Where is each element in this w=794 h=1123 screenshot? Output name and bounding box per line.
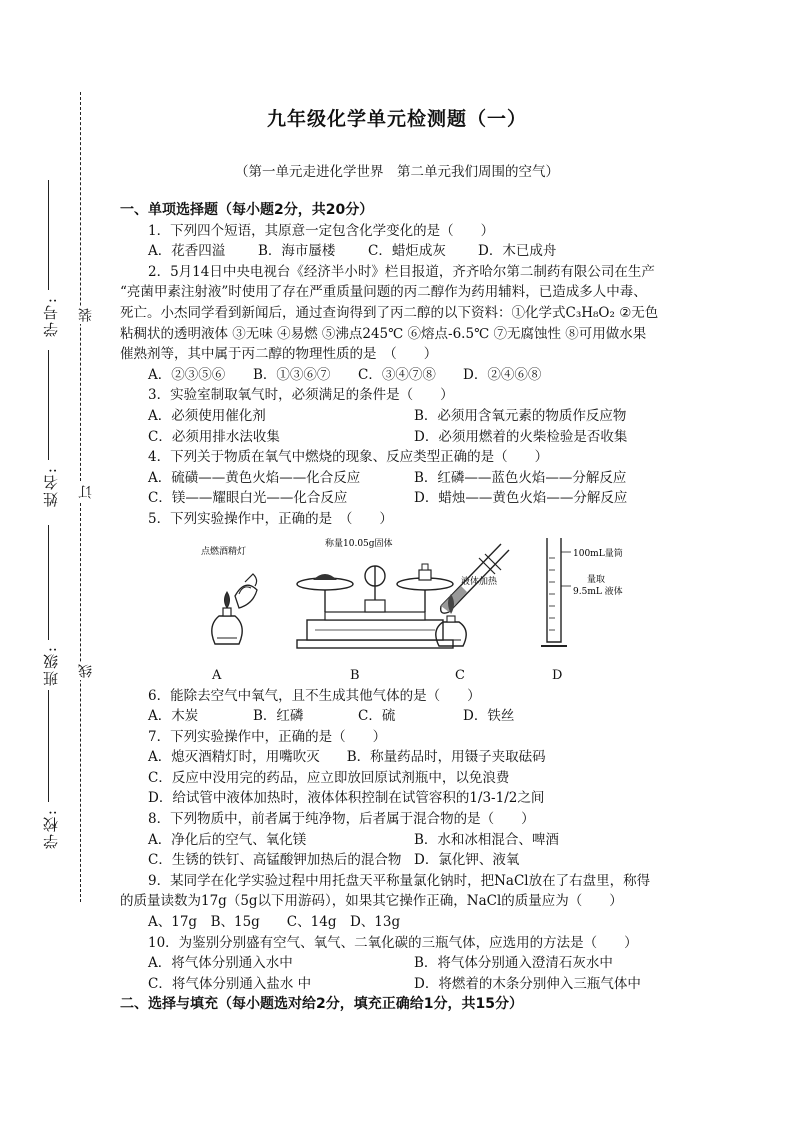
question-5-stem: 5．下列实验操作中，正确的是 （ ） [148,510,393,527]
question-3-stem: 3．实验室制取氧气时，必须满足的条件是（ ） [148,387,454,404]
question-9-line: 9．某同学在化学实验过程中用托盘天平称量氯化钠时，把NaCl放在了右盘里，称得 [148,872,651,889]
figure-label-a: A [212,667,222,683]
option: A．将气体分别通入水中 [148,955,293,972]
option: D．氯化钾、液氧 [414,852,520,869]
figure-label-c: C [455,667,465,683]
figure-d-caption-1: 100mL量筒 [573,548,623,559]
section-1-heading: 一、单项选择题（每小题2分，共20分） [120,202,374,218]
figure-a-caption: 点燃酒精灯 [201,546,247,557]
option: D．将燃着的木条分别伸入三瓶气体中 [414,975,641,992]
section-2-heading: 二、选择与填充（每小题选对给2分，填充正确给1分，共15分） [120,996,523,1013]
option: B．红磷 [253,708,304,725]
figure-d-cylinder-illustration [535,534,655,659]
question-5-figures [120,534,680,684]
question-1-options [120,241,680,262]
figure-c-caption: 液体加热 [461,576,498,587]
question-10-options [120,953,680,974]
figure-d-caption-3: 9.5mL 液体 [573,586,623,597]
question-6-options [120,706,680,727]
question-2-line: 死亡。小杰同学看到新闻后，通过查询得到了丙二醇的以下资料：①化学式C₃H₈O₂ ②无色 [120,304,659,321]
option: C．③④⑦⑧ [358,366,436,383]
question-10-options [120,974,680,995]
option: C．必须用排水法收集 [148,428,280,445]
question-6-stem: 6．能除去空气中氧气，且不生成其他气体的是（ ） [148,687,481,704]
option: A．花香四溢 [148,243,226,260]
option: D．②④⑥⑧ [463,366,542,383]
figure-d-caption-2: 量取 [587,574,606,585]
option: D．蜡烛——黄色火焰——分解反应 [414,490,628,507]
question-3-options [120,427,680,448]
figure-c-heating-illustration [425,534,515,659]
name-label: 姓名: [42,466,60,508]
binding-mark-zhuang: 装 [78,308,94,322]
question-1-stem: 1．下列四个短语，其原意一定包含化学变化的是（ ） [148,222,495,239]
exam-title: 九年级化学单元检测题（一） [266,108,527,130]
question-7-option: A．熄灭酒精灯时，用嘴吹灭 B．称量药品时，用镊子夹取砝码 [148,749,546,766]
student-id-field[interactable] [48,180,49,290]
option: B．红磷——蓝色火焰——分解反应 [414,469,627,486]
question-8-options [120,830,680,851]
question-4-stem: 4．下列关于物质在氧气中燃烧的现象、反应类型正确的是（ ） [148,449,549,466]
option: A．木炭 [148,708,199,725]
option: B．海市蜃楼 [258,243,336,260]
question-4-options [120,488,680,509]
question-7-option: C．反应中没用完的药品，应立即放回原试剂瓶中，以免浪费 [148,769,510,786]
question-2-line: “亮菌甲素注射液”时使用了存在严重质量问题的丙二醇作为药用辅料，已造成多人中毒、 [120,284,647,301]
question-10-stem: 10．为鉴别分别盛有空气、氧气、二氧化碳的三瓶气体，应选用的方法是（ ） [148,934,638,951]
question-2-options [120,365,680,386]
option: D．铁丝 [463,708,515,725]
question-2-line: 2．5月14日中央电视台《经济半小时》栏目报道，齐齐哈尔第二制药有限公司在生产 [148,263,655,280]
exam-subtitle: （第一单元走进化学世界 第二单元我们周围的空气） [235,164,559,180]
option: D．木已成舟 [478,243,557,260]
option: A．必须使用催化剂 [148,407,266,424]
exam-content [120,200,680,1015]
student-id-label: 学号: [42,296,60,338]
figure-label-d: D [552,667,563,683]
figure-a-lamp-illustration [195,534,275,659]
school-label: 学校: [42,808,60,850]
option: C．蜡炬成灰 [368,243,446,260]
option: C．生锈的铁钉、高锰酸钾加热后的混合物 [148,852,402,869]
option: C．将气体分别通入盐水 中 [148,975,312,992]
question-7-stem: 7．下列实验操作中，正确的是（ ） [148,728,387,745]
option: C．镁——耀眼白光——化合反应 [148,490,348,507]
question-8-stem: 8．下列物质中，前者属于纯净物，后者属于混合物的是（ ） [148,811,535,828]
option: A．②③⑤⑥ [148,366,226,383]
binding-mark-xian: 线 [78,664,94,678]
binding-mark-ding: 订 [78,485,94,499]
question-9-options: A、17g B、15g C、14g D、13g [148,914,401,931]
option: B．必须用含氧元素的物质作反应物 [414,407,627,424]
question-3-options [120,406,680,427]
option: C．硫 [358,708,396,725]
question-8-options [120,850,680,871]
option: B．将气体分别通入澄清石灰水中 [414,955,613,972]
option: B．水和冰相混合、啤酒 [414,831,559,848]
question-2-line: 粘稠状的透明液体 ③无味 ④易燃 ⑤沸点245℃ ⑥熔点-6.5℃ ⑦无腐蚀性 ⑧可用做水果 [120,325,647,342]
question-4-options [120,468,680,489]
option: A．硫磺——黄色火焰——化合反应 [148,469,361,486]
name-field[interactable] [48,350,49,460]
figure-b-caption: 称量10.05g固体 [325,538,393,549]
school-field[interactable] [48,690,49,802]
class-label: 班级: [42,645,60,687]
option: A．净化后的空气、氧化镁 [148,831,307,848]
figure-label-b: B [350,667,360,683]
option: D．必须用燃着的火柴检验是否收集 [414,428,628,445]
class-field[interactable] [48,525,49,640]
option: B．①③⑥⑦ [253,366,331,383]
question-9-line: 的质量读数为17g（5g以下用游码），如果其它操作正确，NaCl的质量应为（ ） [120,893,623,910]
question-2-line: 催熟剂等，其中属于丙二醇的物理性质的是 （ ） [120,346,438,363]
question-7-option: D．给试管中液体加热时，液体体积控制在试管容积的1/3-1/2之间 [148,790,545,807]
